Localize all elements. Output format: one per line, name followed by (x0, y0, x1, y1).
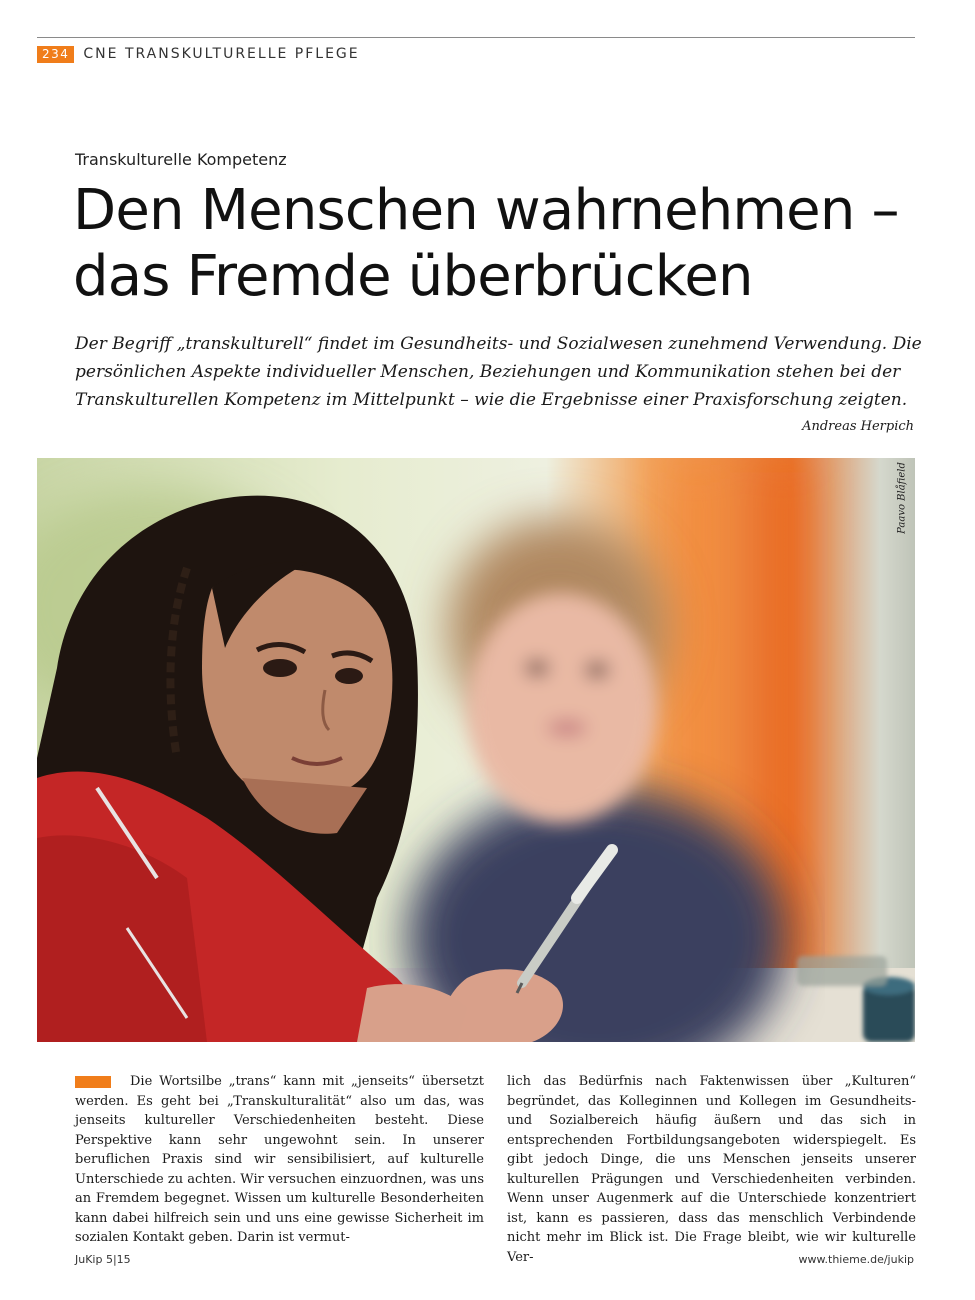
section-title: CNE TRANSKULTURELLE PFLEGE (83, 46, 360, 62)
photo-credit-text: Paavo Blåfield (896, 462, 908, 534)
footer-url[interactable]: www.thieme.de/jukip (798, 1253, 914, 1266)
article-title (73, 178, 913, 310)
footer-journal: JuKip 5|15 (75, 1253, 131, 1266)
article-lead: Der Begriff „transkulturell“ findet im Gesundheits- und Sozialwesen zunehmend Verwendung. Die persönlichen Aspekte individueller Menschen, Beziehungen und Kommunikation stehen bei der Transkulturellen Kompetenz im Mittelpunkt – wie die Ergebnisse einer Praxisforschung zeigten. (75, 334, 922, 410)
photo-credit (892, 463, 912, 533)
title-line-2: das Fremde überbrücken (73, 244, 753, 309)
body-column-left: Die Wortsilbe „trans“ kann mit „jenseits“ übersetzt werden. Es geht bei „Transkulturalität“ also um das, was jenseits kultureller Verschiedenheiten besteht. Diese Perspektive kann sehr ungewohnt sein. In unserer beruflichen Praxis sind wir sensibilisiert, auf kulturelle Unterschiede zu achten. Wir versuchen einzuordnen, was uns an Fremdem begegnet. Wissen um kulturelle Besonderheiten kann dabei hilfreich sein und uns eine gewisse Sicherheit im sozialen Kontakt geben. Darin ist vermut- (75, 1074, 484, 1245)
photo-illustration (37, 458, 915, 1042)
article-author: Andreas Herpich (802, 419, 914, 434)
body-column-right: lich das Bedürfnis nach Faktenwissen über „Kulturen“ begründet, das Kolleginnen und Kollegen im Gesundheits- und Sozialbereich häufig äußern und das sich in entsprechenden Fortbildungsangeboten widerspiegelt. Es gibt jedoch Dinge, die uns Menschen jenseits unserer kulturellen Prägungen und Verschiedenheiten verbinden. Wenn unser Augenmerk auf die Unterschiede konzentriert ist, kann es passieren, dass das menschlich Verbindende nicht mehr im Blick ist. Die Frage bleibt, wie wir kulturelle Ver- (507, 1074, 916, 1265)
article-kicker: Transkulturelle Kompetenz (75, 150, 287, 169)
running-header (37, 45, 360, 63)
title-line-1: Den Menschen wahrnehmen – (73, 178, 899, 243)
top-rule (37, 37, 915, 38)
article-photo (37, 458, 915, 1042)
page-number: 234 (37, 46, 74, 63)
